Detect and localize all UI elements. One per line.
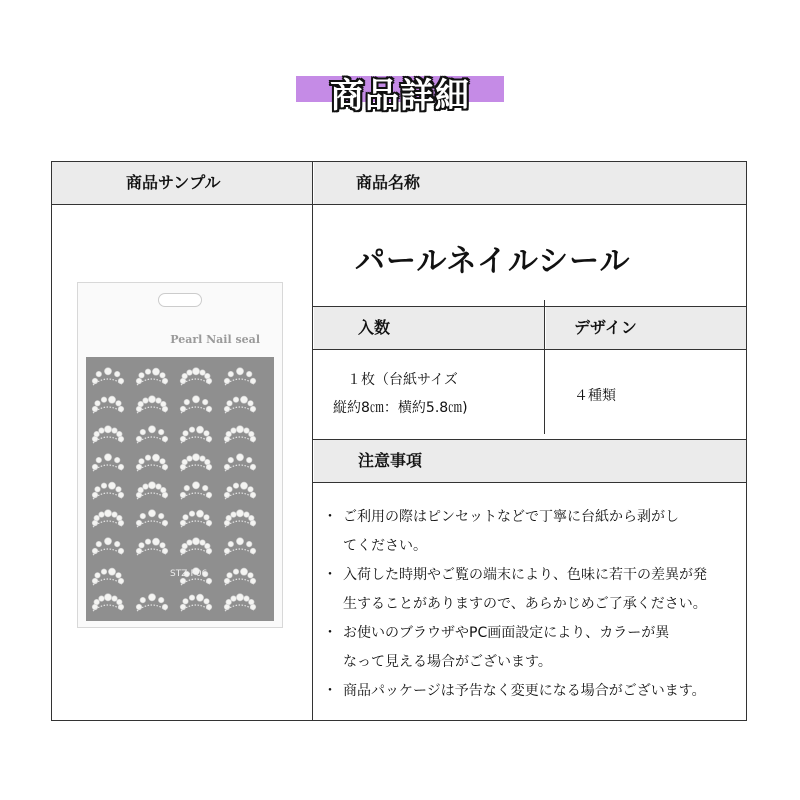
bullet-mark: ・ [323, 567, 337, 583]
divider [312, 161, 313, 721]
divider [313, 439, 747, 440]
note-line: なって見える場合がございます。 [343, 654, 552, 670]
pearl-arc-sticker [180, 482, 212, 499]
divider [544, 300, 545, 434]
header-notes [314, 440, 746, 482]
header-sample-label: 商品サンプル [126, 173, 221, 192]
header-design-label: デザイン [574, 318, 637, 337]
pearl-arc-sticker [180, 510, 212, 527]
header-notes-label: 注意事項 [358, 451, 423, 470]
pearl-arc-sticker [92, 426, 124, 443]
notes-list [323, 503, 737, 706]
pearl-arc-sticker [92, 482, 124, 499]
pearl-arc-sticker [180, 454, 212, 471]
divider [313, 306, 747, 307]
list-item [323, 503, 737, 561]
pearl-arc-sticker [92, 594, 124, 611]
page-title [296, 70, 504, 116]
package-label: Pearl Nail seal [170, 333, 260, 346]
pearl-arc-sticker [136, 454, 168, 471]
bullet-mark: ・ [323, 625, 337, 641]
title-text: 商品詳細 [330, 76, 470, 116]
pearl-stickers-graphic [86, 357, 274, 621]
pearl-arc-sticker [136, 482, 168, 499]
sticker-sheet [86, 357, 274, 621]
pearl-arc-sticker [92, 396, 124, 413]
divider [313, 482, 747, 483]
pearl-arc-sticker [224, 538, 256, 555]
header-name-label: 商品名称 [356, 173, 421, 192]
pearl-arc-sticker [224, 510, 256, 527]
pearl-arc-sticker [224, 482, 256, 499]
divider [51, 204, 747, 205]
header-design [546, 307, 746, 349]
bullet-mark: ・ [323, 683, 337, 699]
pearl-arc-sticker [224, 568, 256, 585]
note-line: てください。 [343, 538, 427, 554]
list-item [323, 561, 737, 619]
pearl-arc-sticker [224, 426, 256, 443]
pearl-arc-sticker [136, 368, 168, 385]
header-quantity [314, 307, 544, 349]
pearl-arc-sticker [224, 396, 256, 413]
pearl-arc-sticker [92, 454, 124, 471]
pearl-arc-sticker [224, 368, 256, 385]
sheet-code: STZ-P06 [170, 569, 208, 579]
note-line: 生することがありますので、あらかじめご了承ください。 [343, 596, 707, 612]
pearl-arc-sticker [136, 594, 168, 611]
bullet-mark: ・ [323, 509, 337, 525]
pearl-arc-sticker [180, 538, 212, 555]
product-name: パールネイルシール [355, 244, 631, 279]
list-item [323, 619, 737, 677]
quantity-value [333, 366, 468, 422]
list-item [323, 677, 737, 706]
divider [313, 349, 747, 350]
note-line: お使いのブラウザやPC画面設定により、カラーが異 [343, 625, 670, 641]
pearl-arc-sticker [180, 396, 212, 413]
pearl-arc-sticker [92, 368, 124, 385]
pearl-arc-sticker [136, 538, 168, 555]
pearl-arc-sticker [92, 568, 124, 585]
quantity-line-2: 縦約8㎝：横約5.8㎝) [333, 400, 468, 416]
header-quantity-label: 入数 [358, 318, 391, 337]
pearl-arc-sticker [180, 426, 212, 443]
note-line: 入荷した時期やご覧の端末により、色味に若干の差異が発 [343, 567, 707, 583]
header-sample [52, 162, 312, 204]
design-value: ４種類 [574, 388, 616, 404]
note-line: 商品パッケージは予告なく変更になる場合がございます。 [343, 683, 706, 699]
header-name [314, 162, 746, 204]
note-line: ご利用の際はピンセットなどで丁寧に台紙から剥がし [343, 509, 679, 525]
pearl-arc-sticker [224, 594, 256, 611]
pearl-arc-sticker [180, 368, 212, 385]
pearl-arc-sticker [92, 510, 124, 527]
pearl-arc-sticker [136, 510, 168, 527]
pearl-arc-sticker [92, 538, 124, 555]
pearl-arc-sticker [136, 426, 168, 443]
pearl-arc-sticker [180, 594, 212, 611]
pearl-arc-sticker [224, 454, 256, 471]
product-sample-image [77, 282, 283, 628]
hang-hole [158, 293, 202, 307]
pearl-arc-sticker [136, 396, 168, 413]
quantity-line-1: １枚（台紙サイズ [347, 372, 458, 388]
